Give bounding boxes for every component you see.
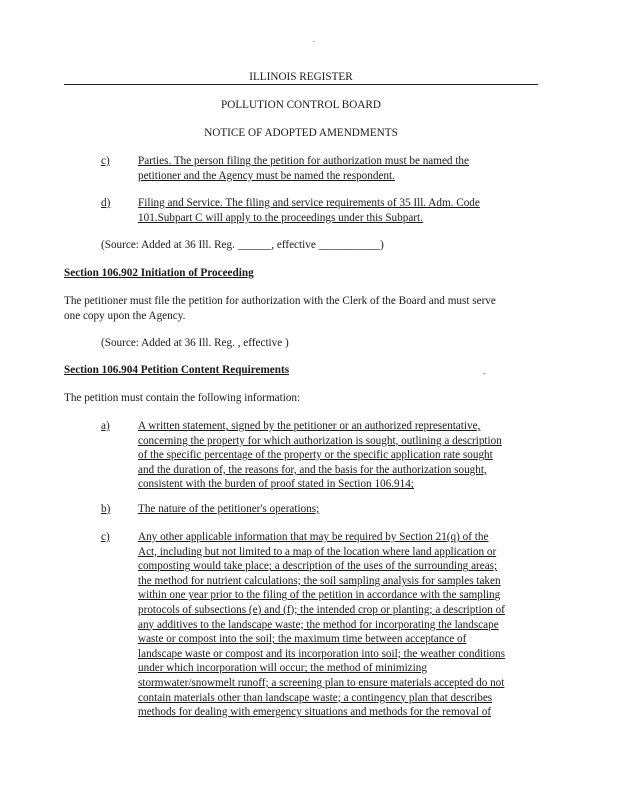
board-name: POLLUTION CONTROL BOARD bbox=[221, 99, 381, 111]
register-header: ILLINOIS REGISTER bbox=[64, 70, 538, 85]
text-line: the method for nutrient calculations; the soil sampling analysis for samples taken bbox=[138, 574, 501, 587]
text-line: Act, including but not limited to a map of the location where land application or bbox=[138, 545, 497, 558]
subsection-text bbox=[138, 154, 578, 183]
text-line: methods for dealing with emergency situations and methods for the removal of bbox=[138, 706, 492, 719]
text-line: landscape waste or compost and its incorporation into soil; the weather conditions bbox=[138, 647, 505, 660]
text-line: Filing and Service. The filing and service requirements of 35 Ill. Adm. Code bbox=[138, 197, 480, 209]
scan-mark: - bbox=[483, 368, 486, 378]
text-line: within one year prior to the filing of the petition in accordance with the sampling bbox=[138, 589, 501, 602]
section-904-intro: The petition must contain the following information: bbox=[64, 392, 301, 404]
text-line: protocols of subsections (e) and (f); the intended crop or planting; a description of bbox=[138, 603, 505, 616]
text-line: consistent with the burden of proof stated in Section 106.914; bbox=[138, 478, 414, 491]
text-line: one copy upon the Agency. bbox=[64, 309, 186, 322]
text-line: The petitioner must file the petition for authorization with the Clerk of the Board and must serve bbox=[64, 295, 496, 307]
subsection-text bbox=[138, 502, 578, 517]
notice-title: NOTICE OF ADOPTED AMENDMENTS bbox=[204, 127, 398, 139]
text-line: 101.Subpart C will apply to the proceedings under this Subpart. bbox=[138, 211, 423, 224]
text-line: waste or compost into the soil; the maximum time between acceptance of bbox=[138, 633, 467, 646]
subsection-label: c) bbox=[101, 531, 110, 543]
section-902-body bbox=[64, 294, 544, 323]
text-line: stormwater/snowmelt runoff; a screening plan to ensure materials accepted do not bbox=[138, 676, 505, 689]
text-line: Parties. The person filing the petition for authorization must be named the bbox=[138, 155, 469, 167]
text-line: of the specific percentage of the property or the specific application rate sought bbox=[138, 449, 493, 462]
subsection-text bbox=[138, 530, 578, 720]
scan-speck: . bbox=[313, 35, 315, 44]
text-line: any additives to the landscape waste; the method for incorporating the landscape bbox=[138, 618, 499, 631]
text-line: composting would take place; a description of the uses of the surrounding areas; bbox=[138, 560, 498, 573]
text-line: A written statement, signed by the petitioner or an authorized representative, bbox=[138, 420, 481, 432]
text-line: Any other applicable information that may be required by Section 21(q) of the bbox=[138, 531, 489, 543]
section-heading-902: Section 106.902 Initiation of Proceeding bbox=[64, 267, 254, 279]
subsection-label: d) bbox=[101, 197, 111, 209]
text-line: contain materials other than landscape waste; a contingency plan that describes bbox=[138, 691, 493, 704]
subsection-text bbox=[138, 196, 578, 225]
subsection-label: b) bbox=[101, 503, 111, 515]
text-line: under which incorporation will occur; the method of minimizing bbox=[138, 662, 427, 675]
section-heading-904: Section 106.904 Petition Content Requirements bbox=[64, 364, 290, 376]
subsection-label: c) bbox=[101, 155, 110, 167]
source-note: (Source: Added at 36 Ill. Reg. ______, effective ___________) bbox=[101, 239, 384, 251]
text-line: and the duration of, the reasons for, and the basis for the authorization sought, bbox=[138, 463, 487, 476]
source-note: (Source: Added at 36 Ill. Reg. , effective ) bbox=[101, 337, 289, 349]
text-line: petitioner and the Agency must be named the respondent. bbox=[138, 169, 395, 182]
subsection-label: a) bbox=[101, 420, 110, 432]
text-line: concerning the property for which authorization is sought, outlining a description bbox=[138, 434, 502, 447]
subsection-text bbox=[138, 419, 578, 492]
text-line: The nature of the petitioner's operations; bbox=[138, 503, 320, 515]
